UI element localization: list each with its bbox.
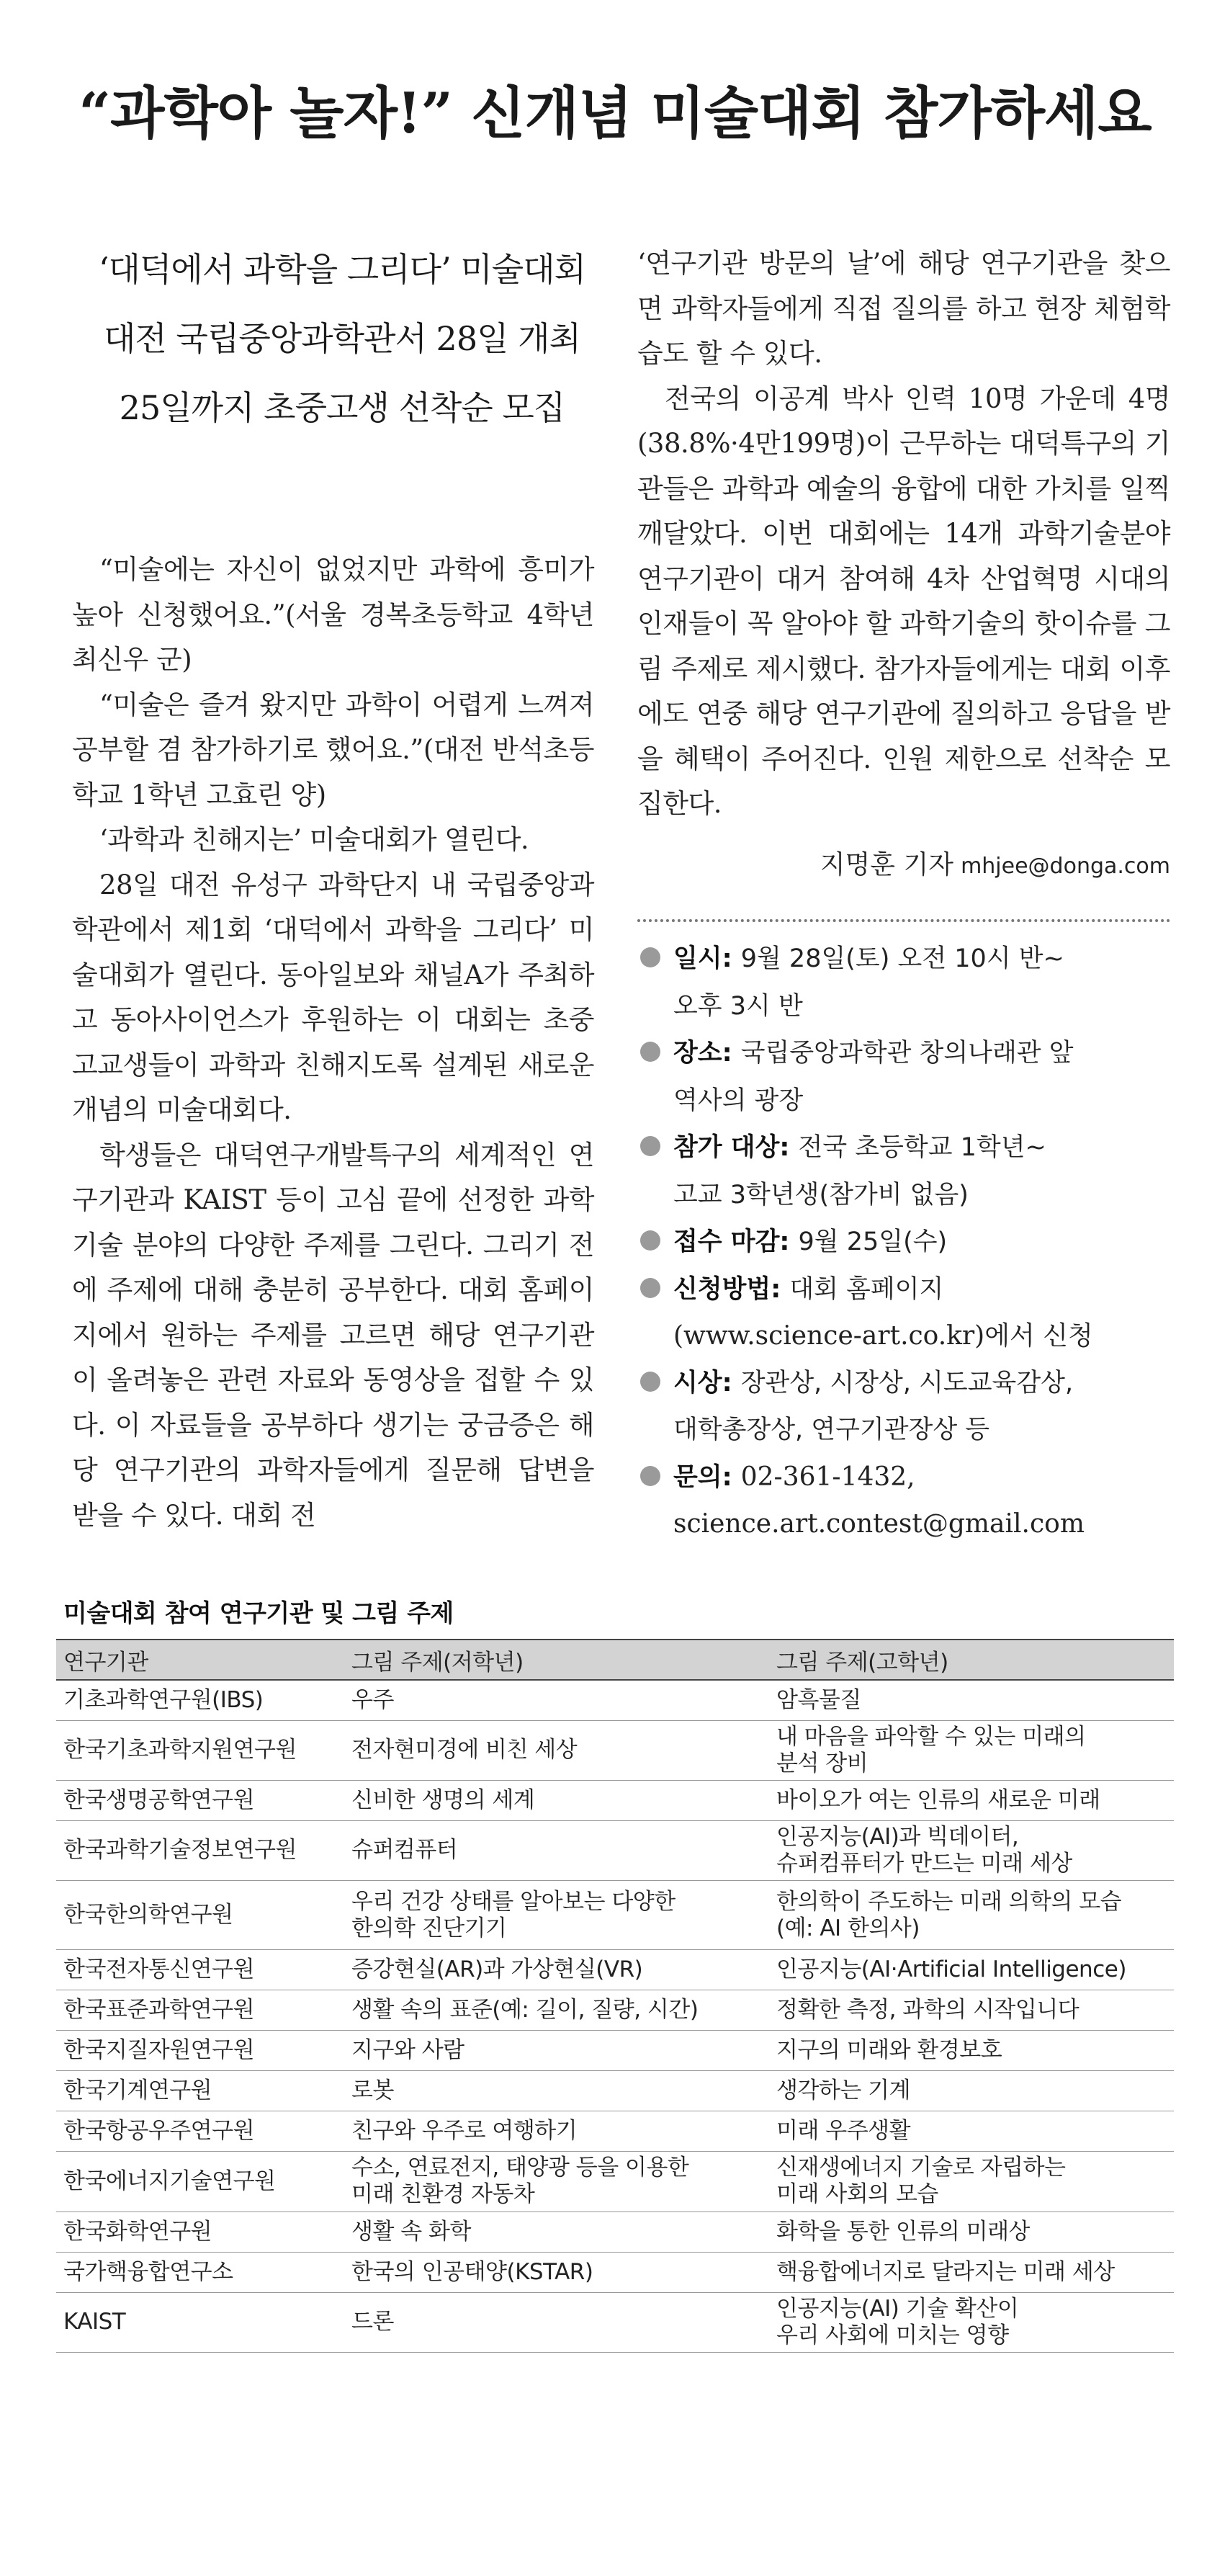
info-item-contact xyxy=(637,1454,1170,1547)
table-row xyxy=(56,2152,1174,2211)
senior-theme-cell: 신재생에너지 기술로 자립하는 미래 사회의 모습 xyxy=(769,2152,1174,2211)
info-label: 접수 마감: xyxy=(673,1227,790,1256)
subheadlines xyxy=(68,235,616,442)
institution-cell: 국가핵융합연구소 xyxy=(56,2252,344,2292)
junior-theme-cell: 지구와 사람 xyxy=(344,2031,769,2071)
event-info-box xyxy=(637,935,1170,1547)
paragraph: ‘연구기관 방문의 날’에 해당 연구기관을 찾으면 과학자들에게 직접 질의를 하고 현장 체험학습도 할 수 있다. xyxy=(637,248,1170,369)
table-header-row xyxy=(56,1640,1174,1680)
institution-cell: 기초과학연구원(IBS) xyxy=(56,1680,344,1720)
info-item-venue xyxy=(637,1029,1170,1124)
info-item-apply xyxy=(637,1266,1170,1359)
institution-cell: 한국에너지기술연구원 xyxy=(56,2152,344,2211)
paragraph: 학생들은 대덕연구개발특구의 세계적인 연구기관과 KAIST 등이 고심 끝에 선정한 과학기술 분야의 다양한 주제를 그린다. 그리기 전에 주제에 대해 충분히 공부한다. 대회 홈페이지에서 원하는 주제를 고르면 해당 연구기관이 올려놓은 관련 자료와 동영상을 접할 수 있다. 이 자료들을 공부하다 생기는 궁금증은 해당 연구기관의 과학자들에게 질문해 답변을 받을 수 있다. 대회 전 xyxy=(72,1139,594,1531)
table-row xyxy=(56,1680,1174,1720)
website-link[interactable]: (www.science-art.co.kr)에서 신청 xyxy=(673,1321,1093,1351)
senior-theme-cell: 정확한 측정, 과학의 시작입니다 xyxy=(769,1990,1174,2031)
bullet-icon xyxy=(640,1372,660,1392)
senior-theme-cell: 암흑물질 xyxy=(769,1680,1174,1720)
table-row xyxy=(56,2211,1174,2252)
info-label: 신청방법: xyxy=(673,1274,781,1304)
institution-cell: 한국표준과학연구원 xyxy=(56,1990,344,2031)
article-body-left xyxy=(72,547,594,1538)
senior-theme-cell: 지구의 미래와 환경보호 xyxy=(769,2031,1174,2071)
paragraph: ‘과학과 친해지는’ 미술대회가 열린다. xyxy=(99,824,529,855)
paragraph: 전국의 이공계 박사 인력 10명 가운데 4명(38.8%·4만199명)이 근무하는 대덕특구의 기관들은 과학과 예술의 융합에 대한 가치를 일찍 깨달았다. 이번 대회에는 14개 과학기술분야 연구기관이 대거 참여해 4차 산업혁명 시대의 인재들이 꼭 알아야 할 과학기술의 핫이슈를 그림 주제로 제시했다. 참가자들에게는 대회 이후에도 연중 해당 연구기관에 질의하고 응답을 받을 혜택이 주어진다. 인원 제한으로 선착순 모집한다. xyxy=(637,383,1170,819)
junior-theme-cell: 증강현실(AR)과 가상현실(VR) xyxy=(344,1950,769,1990)
junior-theme-cell: 우리 건강 상태를 알아보는 다양한 한의학 진단기기 xyxy=(344,1881,769,1950)
institution-cell: 한국항공우주연구원 xyxy=(56,2111,344,2152)
paragraph: 28일 대전 유성구 과학단지 내 국립중앙과학관에서 제1회 ‘대덕에서 과학을 그리다’ 미술대회가 열린다. 동아일보와 채널A가 주최하고 동아사이언스가 후원하는 이 대회는 초중고교생들이 과학과 친해지도록 설계된 새로운 개념의 미술대회다. xyxy=(72,869,594,1125)
institution-cell: 한국기계연구원 xyxy=(56,2071,344,2111)
info-value: 전국 초등학교 1학년~ 고교 3학년생(참가비 없음) xyxy=(673,1133,1046,1209)
senior-theme-cell: 한의학이 주도하는 미래 의학의 모습 (예: AI 한의사) xyxy=(769,1881,1174,1950)
info-value: 9월 25일(수) xyxy=(798,1227,948,1256)
table-row xyxy=(56,2252,1174,2292)
paragraph: “미술에는 자신이 없었지만 과학에 흥미가 높아 신청했어요.”(서울 경복초등학교 4학년 최신우 군) xyxy=(72,554,594,675)
senior-theme-cell: 바이오가 여는 인류의 새로운 미래 xyxy=(769,1780,1174,1820)
table-title: 미술대회 참여 연구기관 및 그림 주제 xyxy=(63,1599,454,1628)
info-value: 대회 홈페이지 xyxy=(789,1274,944,1304)
senior-theme-cell: 인공지능(AI)과 빅데이터, 슈퍼컴퓨터가 만드는 미래 세상 xyxy=(769,1820,1174,1880)
info-label: 문의: xyxy=(673,1462,732,1492)
institution-cell: 한국생명공학연구원 xyxy=(56,1780,344,1820)
senior-theme-cell: 인공지능(AI·Artificial Intelligence) xyxy=(769,1950,1174,1990)
article-body-right xyxy=(637,241,1170,827)
senior-theme-cell: 미래 우주생활 xyxy=(769,2111,1174,2152)
column-header: 연구기관 xyxy=(56,1640,344,1680)
dotted-divider xyxy=(637,919,1170,922)
table-row xyxy=(56,1881,1174,1950)
junior-theme-cell: 생활 속 화학 xyxy=(344,2211,769,2252)
info-label: 시상: xyxy=(673,1368,732,1397)
bullet-icon xyxy=(640,1042,660,1062)
institution-cell: 한국한의학연구원 xyxy=(56,1881,344,1950)
column-header: 그림 주제(고학년) xyxy=(769,1640,1174,1680)
senior-theme-cell: 인공지능(AI) 기술 확산이 우리 사회에 미치는 영향 xyxy=(769,2292,1174,2352)
info-value: 장관상, 시장상, 시도교육감상, 대학총장상, 연구기관장상 등 xyxy=(673,1368,1074,1444)
institution-cell: 한국전자통신연구원 xyxy=(56,1950,344,1990)
paragraph: “미술은 즐겨 왔지만 과학이 어렵게 느껴져 공부할 겸 참가하기로 했어요.”(대전 반석초등학교 1학년 고효린 양) xyxy=(72,689,594,810)
junior-theme-cell: 신비한 생명의 세계 xyxy=(344,1780,769,1820)
table-row xyxy=(56,1820,1174,1880)
info-value: 국립중앙과학관 창의나래관 앞 역사의 광장 xyxy=(673,1039,1074,1115)
junior-theme-cell: 슈퍼컴퓨터 xyxy=(344,1820,769,1880)
junior-theme-cell: 우주 xyxy=(344,1680,769,1720)
table-row xyxy=(56,1720,1174,1780)
junior-theme-cell: 로봇 xyxy=(344,2071,769,2111)
senior-theme-cell: 핵융합에너지로 달라지는 미래 세상 xyxy=(769,2252,1174,2292)
table-row xyxy=(56,1780,1174,1820)
junior-theme-cell: 한국의 인공태양(KSTAR) xyxy=(344,2252,769,2292)
institution-cell: 한국기초과학지원연구원 xyxy=(56,1720,344,1780)
institution-cell: 한국과학기술정보연구원 xyxy=(56,1820,344,1880)
table-row xyxy=(56,2292,1174,2352)
info-item-date xyxy=(637,935,1170,1029)
info-value: 9월 28일(토) 오전 10시 반~ 오후 3시 반 xyxy=(673,944,1064,1021)
info-item-awards xyxy=(637,1359,1170,1454)
table-row xyxy=(56,1990,1174,2031)
info-label: 장소: xyxy=(673,1039,732,1068)
institution-cell: 한국화학연구원 xyxy=(56,2211,344,2252)
subhead-3: 25일까지 초중고생 선착순 모집 xyxy=(119,388,565,427)
info-label: 참가 대상: xyxy=(673,1133,790,1162)
table-row xyxy=(56,1950,1174,1990)
bullet-icon xyxy=(640,1136,660,1156)
bullet-icon xyxy=(640,1466,660,1486)
contact-email[interactable]: science.art.contest@gmail.com xyxy=(673,1509,1085,1539)
senior-theme-cell: 내 마음을 파악할 수 있는 미래의 분석 장비 xyxy=(769,1720,1174,1780)
table-body xyxy=(56,1680,1174,2353)
info-label: 일시: xyxy=(673,944,732,973)
senior-theme-cell: 생각하는 기계 xyxy=(769,2071,1174,2111)
subhead-1: ‘대덕에서 과학을 그리다’ 미술대회 xyxy=(98,250,586,289)
table-row xyxy=(56,2031,1174,2071)
info-item-eligibility xyxy=(637,1124,1170,1218)
institutions-table xyxy=(56,1639,1174,2353)
junior-theme-cell: 수소, 연료전지, 태양광 등을 이용한 미래 친환경 자동차 xyxy=(344,2152,769,2211)
bullet-icon xyxy=(640,1278,660,1298)
bullet-icon xyxy=(640,1230,660,1251)
reporter-name: 지명훈 기자 xyxy=(820,850,954,880)
info-item-deadline xyxy=(637,1218,1170,1266)
contact-phone: 02-361-1432, xyxy=(740,1462,915,1492)
junior-theme-cell: 전자현미경에 비친 세상 xyxy=(344,1720,769,1780)
institution-cell: KAIST xyxy=(56,2292,344,2352)
junior-theme-cell: 생활 속의 표준(예: 길이, 질량, 시간) xyxy=(344,1990,769,2031)
reporter-email: mhjee@donga.com xyxy=(961,854,1170,879)
institution-cell: 한국지질자원연구원 xyxy=(56,2031,344,2071)
byline xyxy=(637,844,1170,881)
junior-theme-cell: 드론 xyxy=(344,2292,769,2352)
headline: “과학아 놀자!” 신개념 미술대회 참가하세요 xyxy=(78,81,1152,146)
bullet-icon xyxy=(640,947,660,967)
table-row xyxy=(56,2111,1174,2152)
senior-theme-cell: 화학을 통한 인류의 미래상 xyxy=(769,2211,1174,2252)
table-row xyxy=(56,2071,1174,2111)
junior-theme-cell: 친구와 우주로 여행하기 xyxy=(344,2111,769,2152)
subhead-2: 대전 국립중앙과학관서 28일 개최 xyxy=(103,319,581,358)
column-header: 그림 주제(저학년) xyxy=(344,1640,769,1680)
